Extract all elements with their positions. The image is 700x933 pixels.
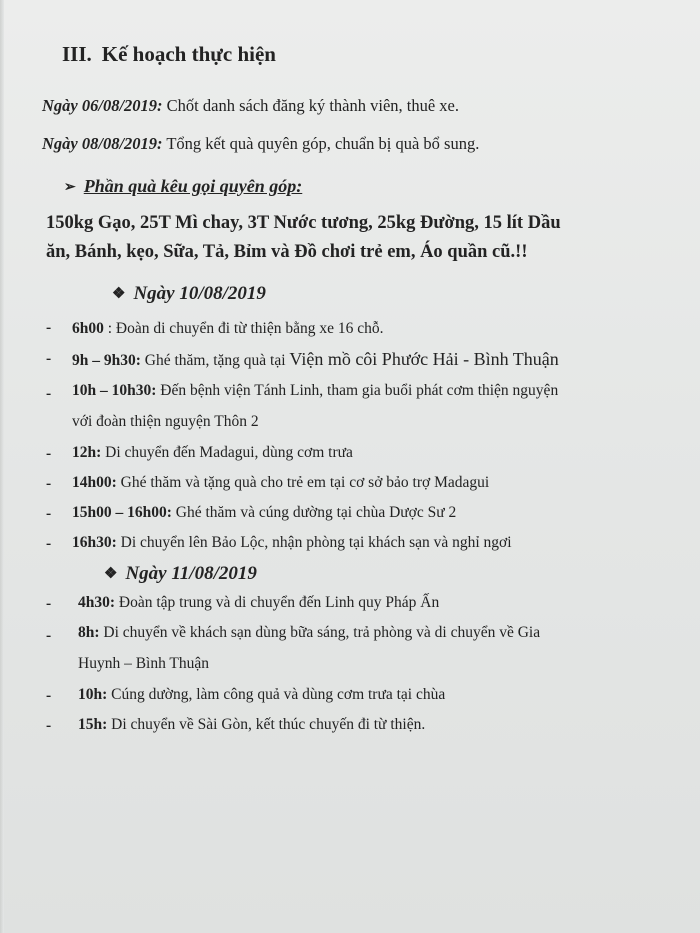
dash-bullet: - <box>46 595 52 612</box>
prep-line-2 <box>42 134 479 154</box>
prep-date: Ngày 08/08/2019: <box>42 134 163 153</box>
item-highlight: Viện mồ côi Phước Hải - Bình Thuận <box>289 349 559 369</box>
item-time: 16h30: <box>72 534 117 551</box>
page-edge-shadow <box>0 0 4 933</box>
dash-bullet: - <box>46 319 52 336</box>
item-time: 6h00 <box>72 320 104 337</box>
item-time: 10h: <box>78 686 108 703</box>
dash-bullet: - <box>46 385 52 402</box>
item-text: Ghé thăm và cúng dường tại chùa Dược Sư 2 <box>171 504 457 521</box>
donation-list <box>46 209 646 267</box>
item-time: 8h: <box>78 624 100 641</box>
donation-line: ăn, Bánh, kẹo, Sữa, Tả, Bỉm và Đồ chơi trẻ em, Áo quần cũ.!! <box>46 242 528 262</box>
dash-bullet: - <box>46 445 52 462</box>
dash-bullet: - <box>46 627 52 644</box>
item-text: Ghé thăm và tặng quà cho trẻ em tại cơ sở bảo trợ Madagui <box>116 474 490 491</box>
item-text: : Đoàn di chuyển đi từ thiện bằng xe 16 chỗ. <box>103 320 384 337</box>
item-text: Di chuyển đến Madagui, dùng cơm trưa <box>101 444 353 461</box>
day-title: Ngày 10/08/2019 <box>133 283 266 304</box>
diamond-bullet-icon: ❖ <box>104 566 118 582</box>
prep-text: Chốt danh sách đăng ký thành viên, thuê xe. <box>162 96 460 115</box>
item-time: 9h – 9h30: <box>72 352 141 369</box>
dash-bullet: - <box>46 505 52 522</box>
item-text: Huynh – Bình Thuận <box>78 655 210 672</box>
dash-bullet: - <box>46 535 52 552</box>
item-text: Di chuyển lên Bảo Lộc, nhận phòng tại khách sạn và nghỉ ngơi <box>116 534 512 551</box>
item-time: 10h – 10h30: <box>72 382 157 399</box>
dash-bullet: - <box>46 475 52 492</box>
prep-text: Tổng kết quà quyên góp, chuẩn bị quà bổ sung. <box>162 134 480 153</box>
item-time: 14h00: <box>72 474 117 491</box>
item-time: 12h: <box>72 444 102 461</box>
arrow-bullet-icon: ➢ <box>64 180 76 195</box>
item-time: 15h00 – 16h00: <box>72 504 172 521</box>
item-text: Di chuyển về khách sạn dùng bữa sáng, trả phòng và di chuyển về Gia <box>99 624 541 641</box>
item-text: Ghé thăm, tặng quà tại <box>140 352 290 369</box>
section-title: Kế hoạch thực hiện <box>101 42 276 66</box>
section-number: III. <box>62 42 92 66</box>
item-text: Cúng dường, làm công quả và dùng cơm trưa tại chùa <box>107 686 446 703</box>
item-text: Đoàn tập trung và di chuyển đến Linh quy Pháp Ấn <box>115 594 440 611</box>
item-time: 4h30: <box>78 594 116 611</box>
callout-text: Phần quà kêu gọi quyên góp: <box>83 176 303 196</box>
dash-bullet: - <box>46 350 52 367</box>
day-heading-1 <box>112 283 266 305</box>
item-text: Đến bệnh viện Tánh Linh, tham gia buổi phát cơm thiện nguyện <box>156 382 559 399</box>
day-heading-2 <box>104 563 257 585</box>
item-text: với đoàn thiện nguyện Thôn 2 <box>72 413 259 430</box>
item-text: Di chuyển về Sài Gòn, kết thúc chuyến đi từ thiện. <box>107 716 426 733</box>
dash-bullet: - <box>46 687 52 704</box>
donation-line: 150kg Gạo, 25T Mì chay, 3T Nước tương, 25kg Đường, 15 lít Dầu <box>46 213 561 233</box>
day-title: Ngày 11/08/2019 <box>125 563 257 584</box>
item-time: 15h: <box>78 716 108 733</box>
dash-bullet: - <box>46 717 52 734</box>
prep-date: Ngày 06/08/2019: <box>42 96 163 115</box>
section-heading <box>62 42 276 67</box>
diamond-bullet-icon: ❖ <box>112 286 126 302</box>
prep-line-1 <box>42 96 459 116</box>
donation-callout <box>64 176 302 197</box>
